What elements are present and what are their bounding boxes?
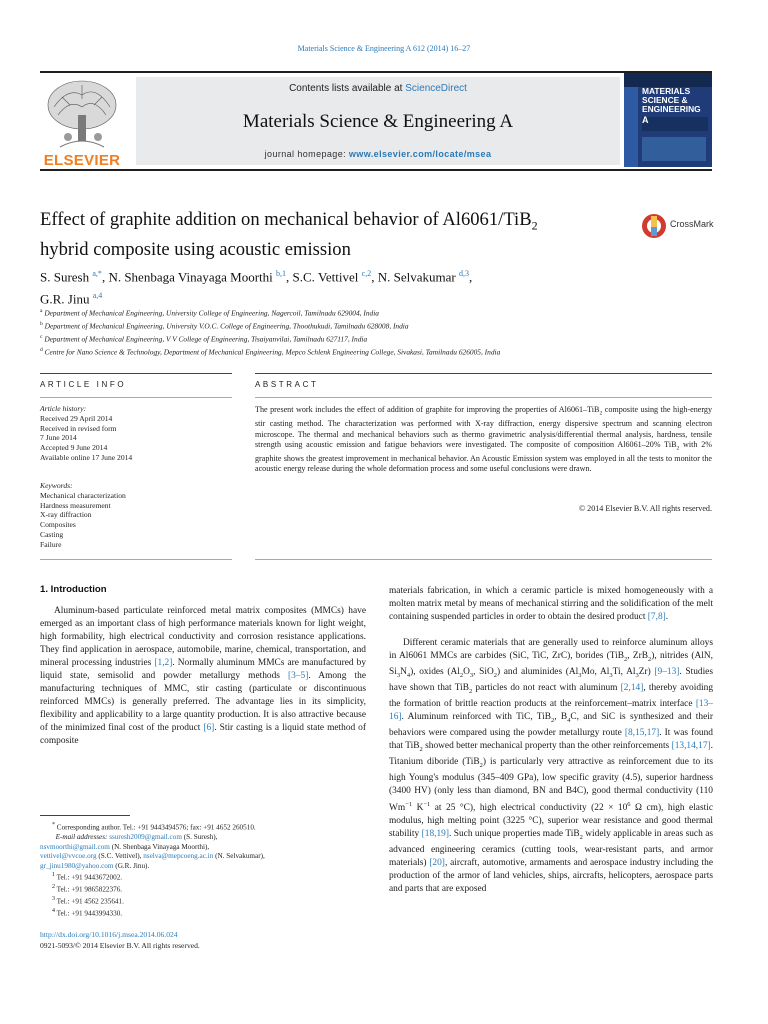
history-item: Received 29 April 2014	[40, 413, 113, 423]
superscript: −1	[423, 800, 431, 808]
affiliation-item	[40, 306, 740, 319]
author-separator: ,	[371, 269, 378, 285]
keyword-item: Mechanical characterization	[40, 490, 126, 500]
email-note	[40, 843, 366, 853]
cover-title: MATERIALS SCIENCE & ENGINEERING	[642, 86, 701, 114]
author-separator: ,	[101, 269, 109, 285]
author-separator: ,	[286, 269, 293, 285]
affiliation-mark: c	[40, 333, 43, 340]
email-note	[40, 852, 366, 862]
citation-link[interactable]: [13–16]	[389, 698, 713, 722]
text-segment: Aluminum-based particulate reinforced metal matrix composites (MMCs) have emerged as an important class of high performance materials known for light weight, high formability, high electrical conductivity and corrosion resistance applications. They find application in aerospace, automobile, marine, chemical, transportation, and mineral processing industries	[40, 606, 366, 669]
footnote-mark: 1	[52, 872, 55, 879]
journal-homepage-line	[136, 149, 620, 159]
journal-homepage-link[interactable]: www.elsevier.com/locate/msea	[348, 149, 492, 159]
text-segment: N	[400, 666, 407, 677]
corresponding-author-note: * Corresponding author. Tel.: +91 9443494576; fax: +91 4652 260510.	[52, 822, 256, 832]
subscript: 2	[419, 745, 423, 753]
superscript: 6	[627, 800, 631, 808]
subscript: 3	[635, 671, 639, 679]
email-note	[40, 862, 366, 872]
citation-link[interactable]: [13,14,17]	[671, 740, 711, 751]
intro-paragraph-left	[40, 605, 366, 749]
text-segment: Mo, Al	[581, 666, 610, 677]
subscript: 4	[567, 716, 571, 724]
keyword-item: Failure	[40, 539, 62, 549]
abstract-heading: ABSTRACT	[255, 380, 319, 389]
author-affil-mark[interactable]: a,*	[92, 269, 102, 278]
email-link[interactable]: ssuresh2009@gmail.com	[109, 832, 182, 841]
keywords-label: Keywords:	[40, 481, 73, 490]
article-history	[40, 404, 232, 463]
cover-image-block	[642, 137, 706, 161]
keyword-item: Casting	[40, 529, 64, 539]
keyword-item: Composites	[40, 520, 76, 530]
author-list	[40, 264, 720, 309]
subscript: 2	[579, 833, 583, 841]
affiliation-mark: a	[40, 308, 43, 314]
title-subscript: 2	[531, 218, 538, 233]
abstract-text	[255, 405, 712, 475]
citation-link[interactable]: [7,8]	[647, 612, 666, 623]
text-segment: ), nitrides (AlN, Si	[389, 651, 713, 677]
divider	[255, 559, 712, 560]
elsevier-tree-icon	[40, 77, 124, 151]
footnote-text: Tel.: +91 4562 235641.	[55, 897, 124, 906]
email-note	[40, 833, 366, 843]
doi-link[interactable]: http://dx.doi.org/10.1016/j.msea.2014.06.024	[40, 930, 178, 939]
divider	[255, 373, 712, 374]
footnote-text: Tel.: +91 9443672002.	[55, 873, 123, 882]
cover-side-strip	[624, 87, 638, 167]
journal-title-box	[136, 77, 620, 165]
affiliation-mark: d	[40, 346, 43, 353]
divider	[40, 397, 232, 398]
abstract-segment: with 2% graphite shows the greatest improvement in mechanical behavior. An Acoustic Emission system was employed in all the tests to monitor the acoustic energy release during the whole deformation process and some useful conclusions were drawn.	[255, 439, 712, 474]
text-segment: , aircraft, automotive, armaments and aerospace industry including the production of the armor of land vehicles, ships, aircrafts, helicopters, aerospace parts and parts that are exposed	[389, 857, 714, 895]
subscript: 3	[609, 671, 613, 679]
abstract-copyright: © 2014 Elsevier B.V. All rights reserved.	[578, 504, 712, 513]
abstract-subscript: 2	[676, 445, 680, 452]
divider	[40, 559, 232, 560]
text-segment: Ω cm), high elastic modulus, high melting point (3225 °C), superior wear resistance and good thermal stability	[389, 802, 713, 839]
citation-link[interactable]: [20]	[429, 857, 445, 868]
affiliation-text: Department of Mechanical Engineering, University V.O.C. College of Engineering, Thoothukudi, Tamilnadu 628008, India	[44, 321, 409, 331]
text-segment: at 25 °C), high electrical conductivity (22 × 10	[430, 802, 628, 813]
subscript: 3	[578, 671, 582, 679]
footnote-text: Corresponding author. Tel.: +91 9443494576; fax: +91 4652 260510.	[55, 823, 256, 832]
journal-cover-thumbnail[interactable]	[624, 73, 712, 167]
footnote-mark: 4	[52, 908, 55, 915]
crossmark-icon	[640, 212, 668, 240]
footnote-divider	[40, 815, 130, 816]
text-segment: Different ceramic materials that are generally used to reinforce aluminum alloys in Al6061 MMCs are carbides (SiC, TiC, ZrC), borides (TiB	[389, 638, 713, 662]
author-affil-mark[interactable]: b,1	[276, 269, 287, 278]
text-segment: Ti, Al	[612, 666, 636, 677]
footnote-mark: 2	[52, 884, 55, 891]
text-segment: , SiO	[473, 666, 494, 677]
elsevier-wordmark: ELSEVIER	[43, 152, 121, 169]
email-owner: (N. Selvakumar),	[213, 852, 265, 861]
text-segment: , thereby avoiding the formation of brittle reaction products at the reinforcement–matrix interface	[389, 682, 714, 709]
text-segment: . Normally aluminum MMCs are manufactured by liquid state, semisolid and powder metallurgy methods	[40, 658, 367, 682]
affiliation-text: Centre for Nano Science & Technology, Department of Mechanical Engineering, Mepco Schlenk Engineering College, Sivakasi, Tamilnadu 626005, India	[44, 347, 501, 357]
phone-note	[40, 871, 366, 883]
author-name[interactable]: S.C. Vettivel	[292, 269, 359, 285]
divider	[255, 397, 712, 398]
email-link[interactable]: vettivel@vvcoe.org	[40, 852, 97, 861]
contents-prefix: Contents lists available at	[289, 83, 406, 94]
text-segment: , ZrB	[627, 651, 649, 662]
author-name[interactable]: N. Selvakumar	[377, 269, 456, 285]
elsevier-logo[interactable]	[40, 77, 124, 169]
text-segment: widely applicable in areas such as advanced engineering ceramics (cutting tools, wear-resistant parts, and armor materials)	[389, 828, 713, 868]
email-link[interactable]: nselva@mepcoeng.ac.in	[143, 852, 214, 861]
text-segment: , B	[554, 711, 568, 722]
history-item: 7 June 2014	[40, 433, 77, 443]
affiliation-list	[40, 306, 740, 358]
journal-citation[interactable]: Materials Science & Engineering A 612 (2014) 16–27	[297, 44, 471, 53]
text-segment: ) is particularly very attractive as reinforcement due to its high Young's modulus (345–409 GPa), low specific gravity (4.5), superior hardness (3400 HV) (only less than diamond, BN and B4C), good thermal conductivity (110 Wm	[389, 756, 713, 813]
author-name[interactable]: G.R. Jinu	[40, 291, 90, 307]
text-segment: materials fabrication, in which a ceramic particle is mixed homogeneously with a molten matrix metal by means of mechanical stirring and the solidification of the melt containing suspended particles in order to obtain the desired product	[389, 586, 713, 623]
subscript: 2	[648, 655, 652, 663]
author-name[interactable]: N. Shenbaga Vinayaga Moorthi	[108, 269, 273, 285]
text-segment: C, and SiC is synthesized and their behaviors were compared using the powder metallurgy route	[389, 711, 713, 738]
email-link[interactable]: nsvmoorthi@gmail.com	[40, 842, 110, 851]
affiliation-item	[40, 319, 740, 332]
text-segment: ), oxides (Al	[410, 666, 460, 677]
subscript: 4	[406, 671, 411, 679]
text-segment: K	[412, 802, 424, 813]
subscript: 3	[396, 671, 401, 679]
intro-paragraph-right	[389, 637, 713, 896]
phone-note	[40, 895, 366, 907]
author-name[interactable]: S. Suresh	[40, 269, 90, 285]
email-owner: (S.C. Vettivel),	[96, 852, 144, 861]
cover-subtitle-bar	[642, 117, 708, 131]
history-item: Accepted 9 June 2014	[40, 443, 108, 453]
cover-section-letter: A	[642, 115, 649, 125]
subscript: 2	[459, 671, 464, 679]
citation-link[interactable]: [18,19]	[421, 828, 449, 839]
text-segment: .	[665, 612, 669, 623]
cover-image	[624, 73, 712, 167]
author-separator: ,	[468, 269, 473, 285]
phone-note	[40, 907, 366, 919]
text-segment: . Among the manufacturing techniques of MMC, stir casting (particulate or discontinuous reinforced MMCs) is generally preferred. The advantage lies in its simplicity, flexibility and applicability to a large quantity production. It is also attractive because of the minimized final cost of the product	[40, 671, 367, 734]
crossmark-label: CrossMark	[670, 219, 714, 229]
text-segment: . Studies have shown that TiB	[389, 666, 713, 693]
journal-title: Materials Science & Engineering A	[242, 111, 514, 132]
keyword-item: Hardness measurement	[40, 500, 111, 510]
cover-top-bar	[624, 73, 712, 87]
citation-link[interactable]: [3–5]	[288, 671, 309, 682]
email-link[interactable]: gr_jinu1980@yahoo.com	[40, 861, 114, 870]
title-line2: hybrid composite using acoustic emission	[40, 238, 351, 260]
affiliation-text: Department of Mechanical Engineering, V V College of Engineering, Tisaiyanvilai, Tamilnadu 627117, India	[44, 334, 368, 344]
affiliation-text: Department of Mechanical Engineering, University College of Engineering, Nagercoil, Tamilnadu 629004, India	[44, 308, 379, 318]
history-item: Received in revised form	[40, 423, 117, 433]
author-affil-mark[interactable]: d,3	[458, 269, 469, 278]
text-segment: . Such unique properties made TiB	[448, 828, 580, 839]
contents-line	[136, 83, 620, 94]
sciencedirect-link[interactable]: ScienceDirect	[405, 83, 467, 94]
email-label: E-mail addresses:	[55, 832, 108, 841]
history-label: Article history:	[40, 404, 87, 413]
affiliation-item	[40, 332, 740, 345]
keyword-item: X-ray diffraction	[40, 510, 92, 520]
divider	[40, 373, 232, 374]
email-owner: (G.R. Jinu).	[113, 861, 150, 870]
citation-link[interactable]: [2,14]	[620, 682, 644, 693]
text-segment: showed better mechanical property than the other reinforcements	[422, 740, 672, 751]
section-heading-introduction: 1. Introduction	[40, 584, 107, 595]
article-title	[40, 208, 600, 262]
phone-note	[40, 883, 366, 895]
intro-paragraph-right-continued	[389, 585, 713, 624]
article-info-heading: ARTICLE INFO	[40, 380, 127, 389]
text-segment: . Aluminum reinforced with TiC, TiB	[401, 711, 552, 722]
text-segment: particles do not react with aluminum	[472, 682, 621, 693]
crossmark-badge[interactable]	[640, 212, 730, 240]
superscript: −1	[405, 800, 413, 808]
affiliation-item	[40, 345, 740, 358]
homepage-label: journal homepage:	[264, 149, 349, 159]
subscript: 2	[551, 716, 555, 724]
text-segment: ) and aluminides (Al	[496, 666, 579, 677]
footnote-mark: 3	[52, 896, 55, 903]
title-line1: Effect of graphite addition on mechanical behavior of Al6061/TiB	[40, 209, 532, 230]
author-affil-mark[interactable]: c,2	[361, 269, 372, 278]
author-affil-mark[interactable]: a,4	[92, 291, 103, 301]
subscript: 2	[624, 655, 628, 663]
email-owner: (S. Suresh),	[181, 832, 218, 841]
text-segment: . Stir casting is a liquid state method of composite	[40, 723, 366, 747]
citation-link[interactable]: [8,15,17]	[624, 727, 660, 738]
citation-link[interactable]: [6]	[203, 723, 215, 734]
text-segment: Zr)	[638, 666, 655, 677]
text-segment: . Titanium diboride (TiB	[389, 740, 713, 767]
subscript: 2	[479, 761, 483, 769]
abstract-segment: The present work includes the effect of addition of graphite for improving the properties of Al6061–TiB	[255, 405, 600, 414]
abstract-segment: composite using the high-energy stir casting method. The characterization was performed with X-ray diffraction, energy dispersive spectrum and scanning electron microscope. The thermal and mechanical behaviors such as thermo gravimetric analysis/differential thermal analysis, hardness, tensile strength using acoustic emission and fatigue behaviors were investigated. The composite of composition Al6061–20% TiB	[255, 405, 712, 449]
subscript: 3	[469, 671, 474, 679]
email-owner: (N. Shenbaga Vinayaga Moorthi),	[109, 842, 210, 851]
abstract-subscript: 2	[599, 410, 603, 417]
journal-header	[40, 71, 712, 171]
issn-copyright: 0921-5093/© 2014 Elsevier B.V. All rights reserved.	[40, 941, 200, 950]
affiliation-mark: b	[40, 320, 43, 327]
text-segment: . It was found that TiB	[389, 727, 713, 751]
citation-link[interactable]: [9–13]	[654, 666, 680, 677]
text-segment: O	[463, 666, 470, 677]
history-item: Available online 17 June 2014	[40, 452, 133, 462]
citation-link[interactable]: [1,2]	[154, 658, 173, 669]
footnote-text: Tel.: +91 9443994330.	[55, 909, 123, 918]
footnotes	[40, 821, 366, 919]
keyword-list	[40, 481, 232, 550]
footnote-text: Tel.: +91 9865822376.	[55, 885, 123, 894]
subscript: 2	[493, 671, 497, 679]
subscript: 2	[468, 687, 473, 695]
